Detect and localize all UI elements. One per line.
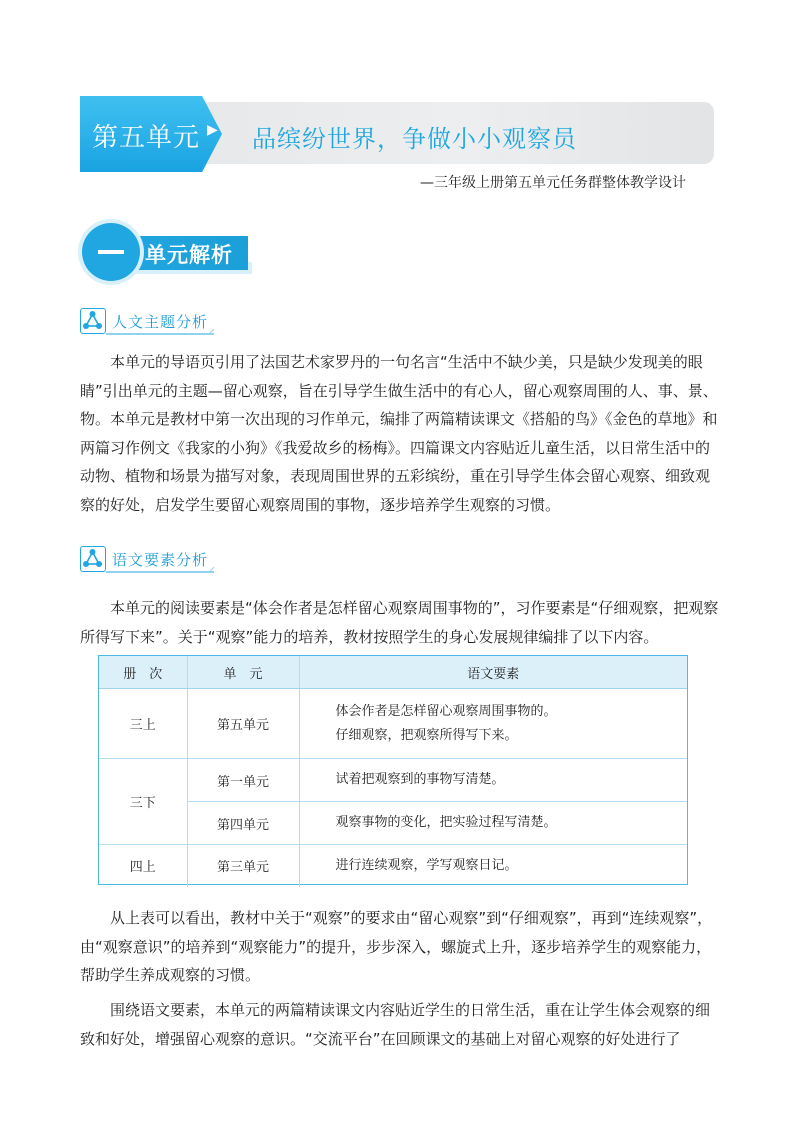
table-row (99, 845, 687, 887)
grade-cell: 三上 (99, 689, 187, 759)
language-paragraph (80, 594, 720, 651)
table-row (99, 802, 687, 845)
chevron-right-icon: ▶ (207, 122, 218, 138)
elements-cell (299, 689, 687, 759)
unit-cell: 第四单元 (187, 802, 299, 845)
column-header: 册 次 (99, 656, 187, 689)
section-number (98, 250, 124, 254)
element-text: 试着把观察到的事物写清楚。 (335, 772, 505, 787)
table-row (99, 759, 687, 802)
humanities-paragraph (80, 348, 720, 519)
paragraph-text: 围绕语文要素，本单元的两篇精读课文内容贴近学生的日常生活，重在让学生体会观察的细致和好处，增强留心观察的意识。“交流平台”在回顾课文的基础上对留心观察的好处进行了 (80, 1001, 711, 1048)
unit-badge-label: 第五单元 (92, 123, 201, 153)
paragraph-text: 本单元的阅读要素是“体会作者是怎样留心观察周围事物的”，习作要素是“仔细观察，把观察所得写下来”。关于“观察”能力的培养，教材按照学生的身心发展规律编排了以下内容。 (80, 599, 719, 646)
elements-cell (299, 845, 687, 887)
element-text: 进行连续观察，学写观察日记。 (335, 857, 518, 873)
section-title: 单元解析 (145, 243, 233, 267)
unit-title: 品缤纷世界，争做小小观察员 (252, 125, 577, 153)
subsection-underline (106, 571, 214, 573)
triangle-nodes-icon (80, 308, 106, 334)
subsection-underline-end (209, 329, 218, 338)
reading-paragraph (80, 996, 720, 1053)
subsection-underline (106, 333, 214, 335)
elements-table (98, 655, 688, 885)
element-text: 观察事物的变化，把实验过程写清楚。 (335, 815, 557, 830)
table-row (99, 689, 687, 759)
element-text: 体会作者是怎样留心观察周围事物的。 (335, 703, 557, 719)
table-header-row (99, 656, 687, 689)
analysis-paragraph (80, 904, 720, 990)
column-header: 语文要素 (299, 656, 687, 689)
unit-cell: 第三单元 (187, 845, 299, 887)
grade-cell: 四上 (99, 845, 187, 887)
paragraph-text: 从上表可以看出，教材中关于“观察”的要求由“留心观察”到“仔细观察”，再到“连续观察”，由“观察意识”的培养到“观察能力”的提升，步步深入，螺旋式上升，逐步培养学生的观察能力，帮助学生养成观察的习惯。 (80, 909, 713, 984)
unit-cell: 第五单元 (187, 689, 299, 759)
subtitle: —三年级上册第五单元任务群整体教学设计 (420, 175, 686, 191)
subsection-title-humanities: 人文主题分析 (112, 313, 209, 331)
triangle-nodes-icon (80, 546, 106, 572)
element-text: 仔细观察，把观察所得写下来。 (335, 727, 518, 743)
elements-cell (299, 759, 687, 802)
grade-cell: 三下 (99, 759, 187, 845)
paragraph-text: 本单元的导语页引用了法国艺术家罗丹的一句名言“生活中不缺少美，只是缺少发现美的眼睛”引出单元的主题—留心观察，旨在引导学生做生活中的有心人，留心观察周围的人、事、景、物。本单元是教材中第一次出现的习作单元，编排了两篇精读课文《搭船的鸟》《金色的草地》和两篇习作例文《我家的小狗》《我爱故乡的杨梅》。四篇课文内容贴近儿童生活，以日常生活中的动物、植物和场景为描写对象，表现周围世界的五彩缤纷，重在引导学生体会留心观察、细致观察的好处，启发学生要留心观察周围的事物，逐步培养学生观察的习惯。 (80, 353, 718, 514)
unit-cell: 第一单元 (187, 759, 299, 802)
column-header: 单 元 (187, 656, 299, 689)
subsection-title-language: 语文要素分析 (112, 551, 209, 569)
subsection-underline-end (209, 567, 218, 576)
elements-cell (299, 802, 687, 845)
